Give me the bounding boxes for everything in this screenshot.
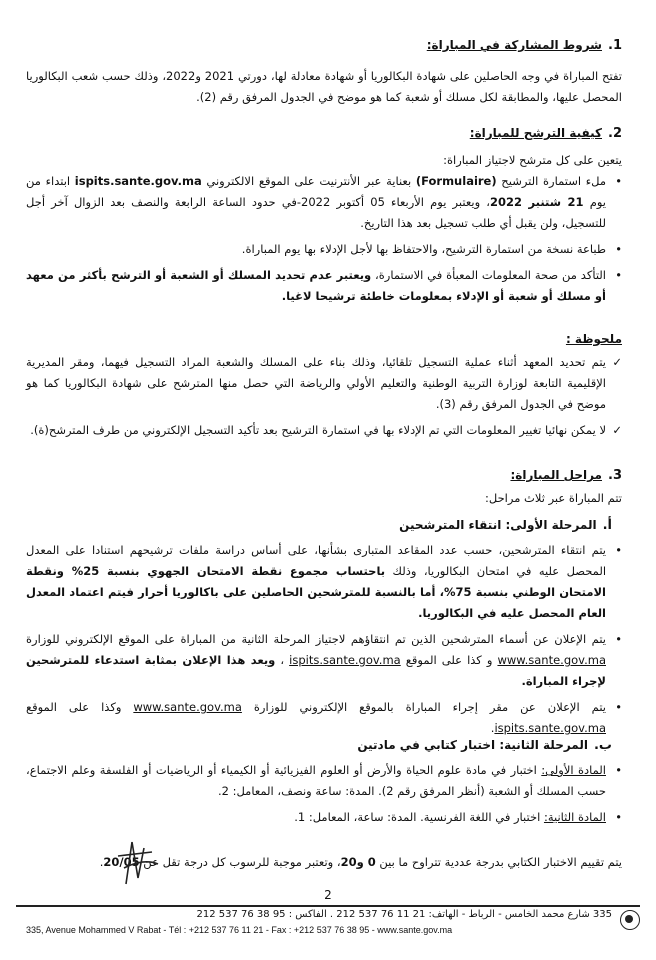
section-3-number: 3. bbox=[608, 468, 622, 483]
section-2-intro: يتعين على كل مترشح لاجتياز المباراة: bbox=[443, 153, 622, 167]
list-item: • يتم الإعلان عن أسماء المترشحين الذين تم انتقاؤهم لاجتياز المرحلة الثانية من المباراة على الموقع الإلكتروني للوزارة www.sante.gov.ma و كذا على الموقع ispits.sante.gov.ma ، ويعد هذا الإعلان بمثابة استدعاء للمترشحين لإجراء المباراة. bbox=[26, 629, 622, 692]
bullet-icon: • bbox=[615, 700, 622, 714]
footer-french-address: 335, Avenue Mohammed V Rabat - Tél : +212 537 76 11 21 - Fax : +212 537 76 38 95 - www.sante.gov.ma bbox=[26, 925, 453, 935]
evaluation-paragraph: يتم تقييم الاختبار الكتابي بدرجة عددية تتراوح ما بين 0 و20، وتعتبر موجبة للرسوب كل درجة تقل عن 20/05. bbox=[99, 855, 622, 869]
bullet-icon: • bbox=[615, 632, 622, 646]
signature bbox=[108, 838, 168, 886]
phase-1-body bbox=[26, 540, 622, 744]
ministry-logo-icon bbox=[620, 910, 640, 930]
list-item: • التأكد من صحة المعلومات المعبأة في الاستمارة، ويعتبر عدم تحديد المسلك أو الشعبة أو الترشح بأكثر من معهد أو مسلك أو شعبة أو الإدلاء بمعلومات خاطئة ترشيحا لاغيا. bbox=[26, 265, 622, 307]
section-1-heading bbox=[427, 38, 622, 53]
footer-arabic-address: 335 شارع محمد الخامس - الرباط - الهاتف: 212 537 76 11 21 . الفاكس : 212 537 76 38 95 bbox=[196, 909, 612, 920]
bullet-icon: • bbox=[615, 810, 622, 824]
phase-1-label: أ. bbox=[602, 518, 612, 533]
note-body bbox=[26, 352, 622, 446]
section-3-title: مراحل المباراة: bbox=[510, 468, 602, 482]
note-list bbox=[26, 352, 622, 441]
bullet-icon: • bbox=[615, 174, 622, 188]
phase-1-list bbox=[26, 540, 622, 739]
list-item: • طباعة نسخة من استمارة الترشيح، والاحتفاظ بها لأجل الإدلاء بها يوم المباراة. bbox=[26, 239, 622, 260]
note-heading bbox=[566, 332, 622, 346]
section-2-heading bbox=[470, 126, 622, 141]
list-item: • المادة الأولى: اختبار في مادة علوم الحياة والأرض أو العلوم الفيزيائية أو الكيمياء أو الرياضيات أو الفلسفة وعلم الاجتماع، حسب المسلك أو الشعبة (أنظر المرفق رقم 2). المدة: ساعة ونصف، المعامل: 2. bbox=[26, 760, 622, 802]
phase-2-list bbox=[26, 760, 622, 828]
section-1-title: شروط المشاركة في المباراة: bbox=[426, 38, 602, 52]
phase-2-label: ب. bbox=[593, 738, 612, 753]
section-3-heading bbox=[510, 468, 622, 483]
website-link[interactable]: ispits.sante.gov.ma bbox=[289, 653, 401, 667]
section-1-number: 1. bbox=[608, 38, 622, 53]
website-link[interactable]: ispits.sante.gov.ma bbox=[74, 174, 202, 188]
bullet-icon: • bbox=[615, 763, 622, 777]
section-2-body bbox=[26, 150, 622, 312]
list-item: ✓ لا يمكن نهائيا تغيير المعلومات التي تم الإدلاء بها في استمارة الترشيح بعد تأكيد التسجيل الإلكتروني من طرف المترشح(ة). bbox=[26, 420, 622, 441]
section-2-list bbox=[26, 171, 622, 307]
bullet-icon: • bbox=[615, 268, 622, 282]
phase-2-body bbox=[26, 760, 622, 833]
checkmark-icon: ✓ bbox=[612, 423, 622, 437]
list-item: • يتم الإعلان عن مقر إجراء المباراة بالموقع الإلكتروني للوزارة www.sante.gov.ma وكذا على الموقع ispits.sante.gov.ma. bbox=[26, 697, 622, 739]
phase-2-heading bbox=[357, 738, 612, 753]
section-3-intro: تتم المباراة عبر ثلاث مراحل: bbox=[484, 491, 622, 505]
website-link[interactable]: www.sante.gov.ma bbox=[133, 700, 242, 714]
list-item: ✓ يتم تحديد المعهد أثناء عملية التسجيل تلقائيا، وذلك بناء على المسلك والشعبة المراد التسجيل فيهما، ومقر المديرية الإقليمية التابعة لوزارة التربية الوطنية والتعليم الأولي والرياضة التي حصل منها المترشح على شهادة البكالوريا كما هو موضح في الجدول المرفق رقم (3). bbox=[26, 352, 622, 415]
footer-divider bbox=[16, 905, 640, 907]
phase-1-heading bbox=[399, 518, 612, 533]
section-2-number: 2. bbox=[608, 126, 622, 141]
phase-1-title: المرحلة الأولى: انتقاء المترشحين bbox=[399, 518, 597, 532]
checkmark-icon: ✓ bbox=[612, 355, 622, 369]
list-item: • ملء استمارة الترشيح (Formulaire) بعناية عبر الأنترنيت على الموقع الالكتروني ispits.sante.gov.ma ابتداء من يوم 21 شتنبر 2022، ويعتبر يوم الأربعاء 05 أكتوبر 2022-في حدود الساعة الرابعة والنصف بعد الزوال آخر أجل للتسجيل، ولن يقبل أي طلب تسجيل بعد هذا التاريخ. bbox=[26, 171, 622, 234]
bullet-icon: • bbox=[615, 543, 622, 557]
note-title: ملحوظة : bbox=[565, 332, 622, 346]
bullet-icon: • bbox=[615, 242, 622, 256]
website-link[interactable]: ispits.sante.gov.ma bbox=[494, 721, 606, 735]
phase-2-title: المرحلة الثانية: اختبار كتابي في مادتين bbox=[357, 738, 588, 752]
list-item: • يتم انتقاء المترشحين، حسب عدد المقاعد المتبارى بشأنها، على أساس دراسة ملفات ترشيحهم استنادا على المعدل المحصل عليه في امتحان البكالوريا، وذلك باحتساب مجموع نقطة الامتحان الجهوي بنسبة 25% ونقطة الامتحان الوطني بنسبة 75%، أما بالنسبة للمترشحين الحاصلين على باكالوريا أحرار فيتم اعتماد المعدل العام المحصل عليه في البكالوريا. bbox=[26, 540, 622, 624]
website-link[interactable]: www.sante.gov.ma bbox=[497, 653, 606, 667]
page-number: 2 bbox=[324, 888, 332, 902]
section-2-title: كيفية الترشح للمباراة: bbox=[469, 126, 602, 140]
list-item: • المادة الثانية: اختبار في اللغة الفرنسية. المدة: ساعة، المعامل: 1. bbox=[26, 807, 622, 828]
section-1-paragraph: تفتح المباراة في وجه الحاصلين على شهادة البكالوريا أو شهادة معادلة لها، دورتي 2021 و2022، وذلك حسب شعب البكالوريا المحصل عليها، والمطابقة لكل مسلك أو شعبة كما هو موضح في الجدول المرفق رقم (2). bbox=[26, 69, 622, 104]
